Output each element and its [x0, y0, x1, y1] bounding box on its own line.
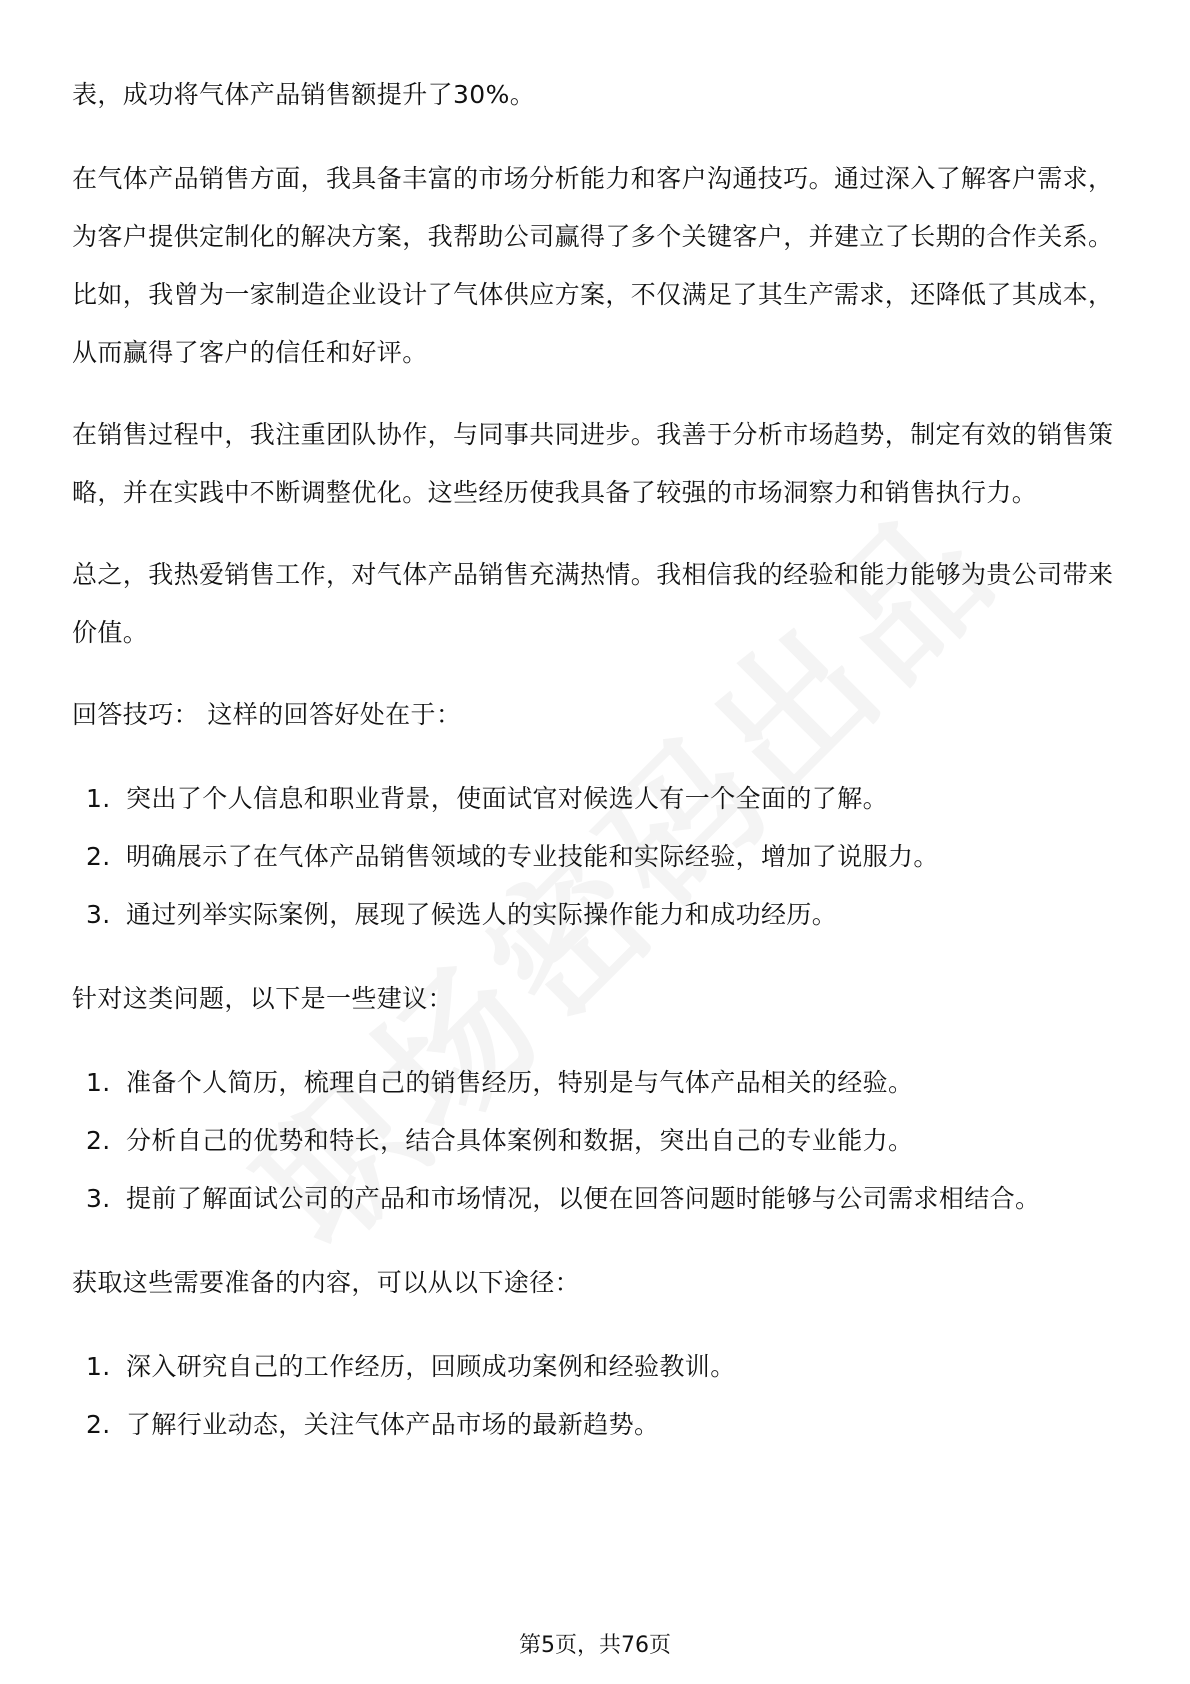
- page-number-footer: 第5页，共76页: [519, 1633, 671, 1658]
- list-item: 2. 明确展示了在气体产品销售领域的专业技能和实际经验，增加了说服力。: [86, 842, 939, 871]
- list-item: 1. 准备个人简历，梳理自己的销售经历，特别是与气体产品相关的经验。: [86, 1068, 914, 1097]
- answer-benefits-list: [72, 770, 1118, 944]
- suggestions-list: [72, 1054, 1118, 1228]
- list-item: 2. 了解行业动态，关注气体产品市场的最新趋势。: [86, 1410, 660, 1439]
- paragraph-suggestions-heading: 针对这类问题，以下是一些建议：: [72, 984, 454, 1013]
- list-item: 3. 通过列举实际案例，展现了候选人的实际操作能力和成功经历。: [86, 900, 838, 929]
- sources-list: [72, 1338, 1118, 1454]
- paragraph-answer-tips: 回答技巧： 这样的回答好处在于：: [72, 700, 462, 729]
- paragraph-sources-heading: 获取这些需要准备的内容，可以从以下途径：: [72, 1268, 581, 1297]
- list-item: 2. 分析自己的优势和特长，结合具体案例和数据，突出自己的专业能力。: [86, 1126, 914, 1155]
- paragraph-intro-end: 表，成功将气体产品销售额提升了30%。: [72, 80, 536, 109]
- paragraph-teamwork: 在销售过程中，我注重团队协作，与同事共同进步。我善于分析市场趋势，制定有效的销售策略，并在实践中不断调整优化。这些经历使我具备了较强的市场洞察力和销售执行力。: [72, 420, 1114, 507]
- paragraph-sales-skills: 在气体产品销售方面，我具备丰富的市场分析能力和客户沟通技巧。通过深入了解客户需求，为客户提供定制化的解决方案，我帮助公司赢得了多个关键客户，并建立了长期的合作关系。比如，我曾为一家制造企业设计了气体供应方案，不仅满足了其生产需求，还降低了其成本，从而赢得了客户的信任和好评。: [72, 164, 1114, 367]
- list-item: 1. 深入研究自己的工作经历，回顾成功案例和经验教训。: [86, 1352, 736, 1381]
- document-body: [72, 66, 1118, 1480]
- list-item: 1. 突出了个人信息和职业背景，使面试官对候选人有一个全面的了解。: [86, 784, 889, 813]
- paragraph-conclusion: 总之，我热爱销售工作，对气体产品销售充满热情。我相信我的经验和能力能够为贵公司带来价值。: [72, 560, 1114, 647]
- list-item: 3. 提前了解面试公司的产品和市场情况，以便在回答问题时能够与公司需求相结合。: [86, 1184, 1041, 1213]
